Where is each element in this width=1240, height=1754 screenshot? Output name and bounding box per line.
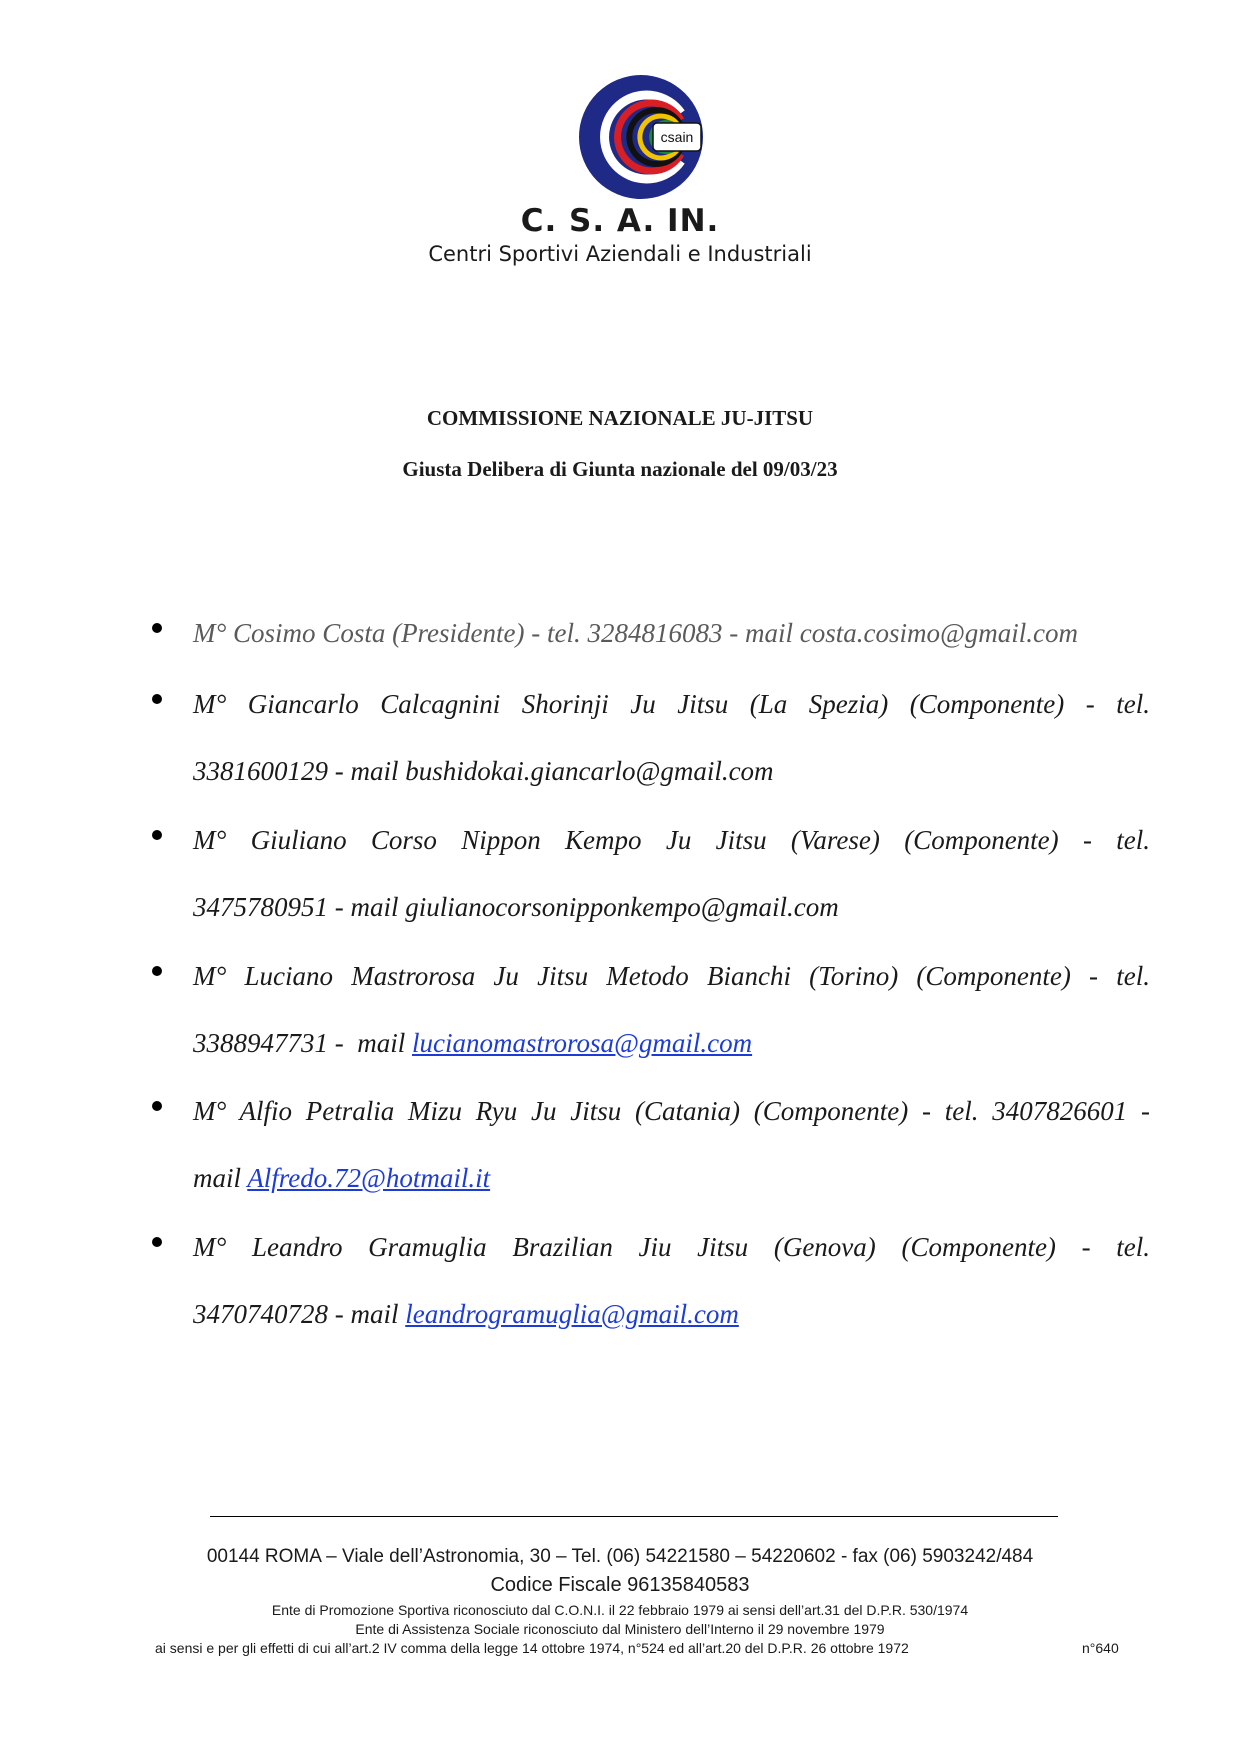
bullet-icon [152, 623, 162, 633]
member-line [193, 1160, 1150, 1196]
footer-assistance: Ente di Assistenza Sociale riconosciuto dal Ministero dell’Interno il 29 novembre 1979 [355, 1621, 885, 1637]
footer-legal [155, 1640, 1135, 1656]
csain-logo [577, 73, 705, 201]
document-title: COMMISSIONE NAZIONALE JU-JITSU [426, 406, 814, 430]
document-subtitle: Giusta Delibera di Giunta nazionale del 09/03/23 [402, 457, 838, 481]
footer-legal-number: n°640 [1082, 1640, 1119, 1656]
member-line-prefix: 3388947731 - mail [193, 1028, 412, 1058]
footer-fiscal-code: Codice Fiscale 96135840583 [490, 1574, 750, 1596]
member-line: M° Luciano Mastrorosa Ju Jitsu Metodo Bianchi (Torino) (Componente) - tel. [193, 961, 1150, 991]
footer-divider [210, 1516, 1058, 1517]
member-line: M° Leandro Gramuglia Brazilian Jiu Jitsu (Genova) (Componente) - tel. [193, 1232, 1150, 1262]
member-line: 3475780951 - mail giulianocorsonipponkempo@gmail.com [193, 892, 839, 922]
member-line: M° Alfio Petralia Mizu Ryu Ju Jitsu (Catania) (Componente) - tel. 3407826601 - [193, 1096, 1150, 1126]
footer-address: 00144 ROMA – Viale dell’Astronomia, 30 – Tel. (06) 54221580 – 54220602 - fax (06) 5903242/484 [206, 1546, 1034, 1567]
member-line-prefix: 3470740728 - mail [193, 1299, 406, 1329]
member-line [193, 1296, 1150, 1332]
member-line: M° Cosimo Costa (Presidente) - tel. 3284816083 - mail costa.cosimo@gmail.com [193, 618, 1079, 648]
footer-recognition: Ente di Promozione Sportiva riconosciuto dal C.O.N.I. il 22 febbraio 1979 ai sensi dell’art.31 del D.P.R. 530/1974 [271, 1602, 969, 1618]
member-line-prefix: mail [193, 1163, 248, 1193]
member-line: M° Giancarlo Calcagnini Shorinji Ju Jitsu (La Spezia) (Componente) - tel. [193, 689, 1150, 719]
member-line [193, 1025, 1150, 1061]
email-link[interactable]: lucianomastrorosa@gmail.com [412, 1028, 753, 1058]
org-name: C. S. A. IN. [520, 203, 720, 239]
bullet-icon [152, 1237, 162, 1247]
bullet-icon [152, 830, 162, 840]
bullet-icon [152, 694, 162, 704]
footer-legal-text: ai sensi e per gli effetti di cui all’art.2 IV comma della legge 14 ottobre 1974, n°524 ed all’art.20 del D.P.R. 26 ottobre 1972 [155, 1640, 909, 1656]
email-link[interactable]: Alfredo.72@hotmail.it [247, 1163, 491, 1193]
bullet-icon [152, 1101, 162, 1111]
member-line: 3381600129 - mail bushidokai.giancarlo@gmail.com [193, 756, 774, 786]
bullet-icon [152, 966, 162, 976]
org-subtitle: Centri Sportivi Aziendali e Industriali [428, 242, 812, 266]
logo-text: csain [660, 129, 694, 145]
email-link[interactable]: leandrogramuglia@gmail.com [405, 1299, 739, 1329]
member-line: M° Giuliano Corso Nippon Kempo Ju Jitsu (Varese) (Componente) - tel. [193, 825, 1150, 855]
